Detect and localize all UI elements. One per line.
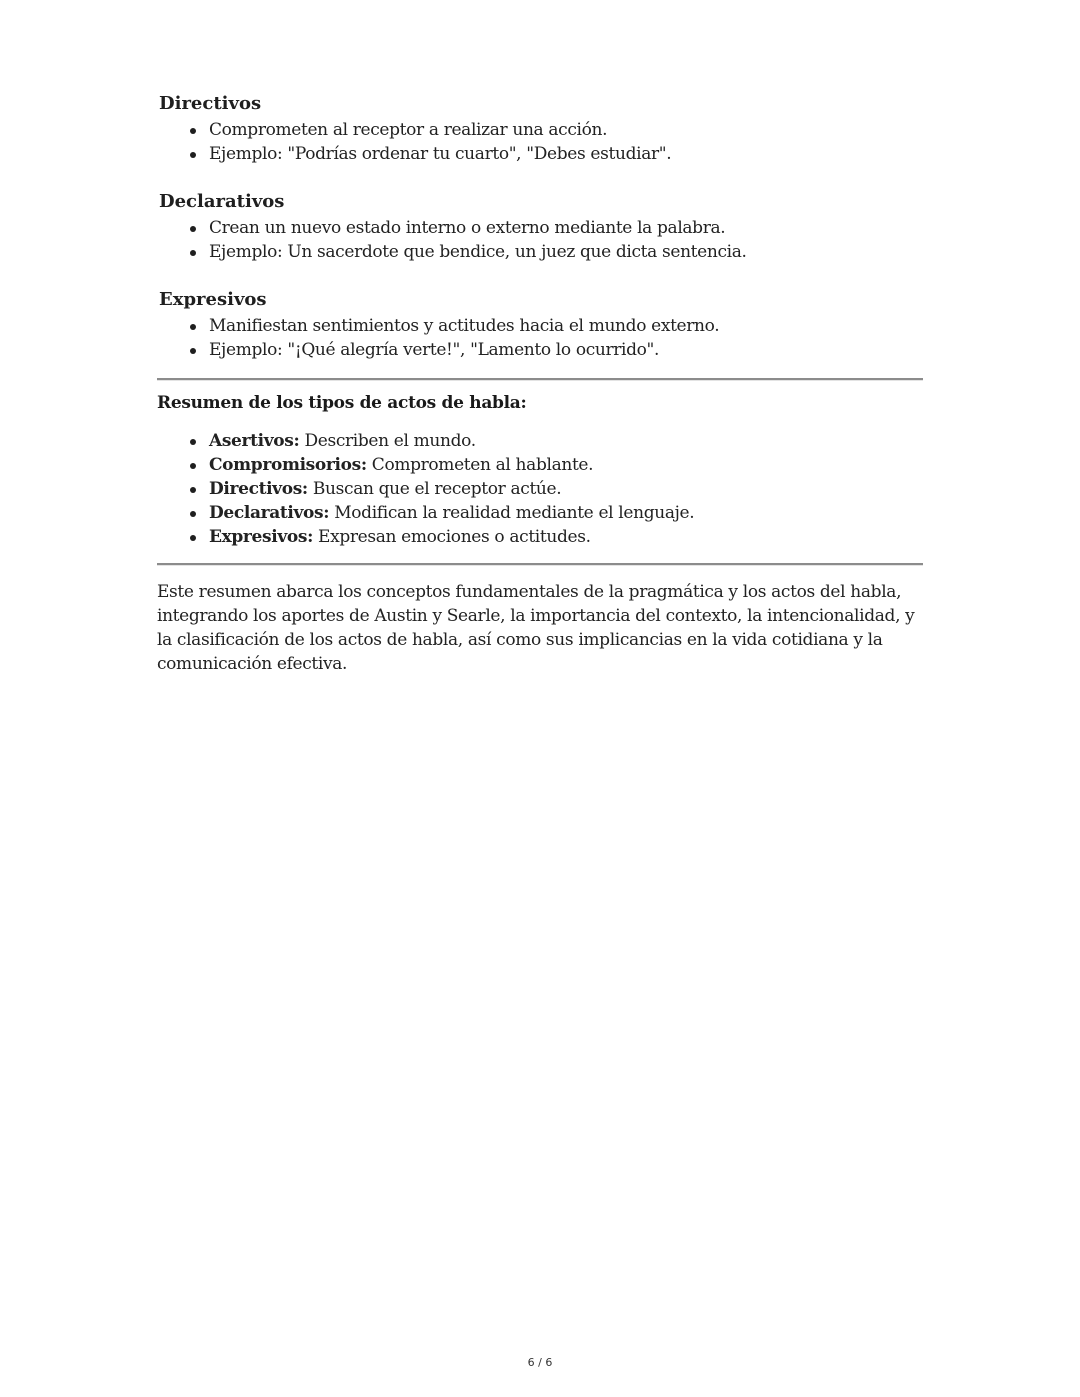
list-item: Ejemplo: "¡Qué alegría verte!", "Lamento lo ocurrido". (209, 338, 923, 362)
section-directivos (157, 92, 923, 166)
list-item: Crean un nuevo estado interno o externo mediante la palabra. (209, 216, 923, 240)
list-item: Manifiestan sentimientos y actitudes hacia el mundo externo. (209, 314, 923, 338)
summary-desc: Buscan que el receptor actúe. (307, 479, 562, 499)
section-expresivos (157, 288, 923, 362)
divider (157, 563, 923, 566)
bullet-list (157, 216, 923, 264)
summary-term: Declarativos: (209, 503, 330, 523)
summary-item (209, 453, 923, 477)
document-page (157, 92, 923, 676)
summary-item (209, 525, 923, 549)
section-title: Directivos (159, 93, 262, 114)
summary-desc: Modifican la realidad mediante el lenguaje. (329, 503, 695, 523)
divider (157, 378, 923, 381)
summary-desc: Describen el mundo. (299, 431, 476, 451)
list-item: Comprometen al receptor a realizar una acción. (209, 118, 923, 142)
conclusion-paragraph: Este resumen abarca los conceptos fundamentales de la pragmática y los actos del habla, integrando los aportes de Austin y Searle, la importancia del contexto, la intencionalidad, y la clasificación de los actos de habla, así como sus implicancias en la vida cotidiana y la comunicación efectiva. (157, 582, 915, 674)
section-title: Declarativos (159, 191, 285, 212)
summary-term: Compromisorios: (209, 455, 367, 475)
summary-term: Expresivos: (209, 527, 313, 547)
summary-item (209, 501, 923, 525)
section-declarativos (157, 190, 923, 264)
summary-item (209, 477, 923, 501)
summary-term: Directivos: (209, 479, 308, 499)
section-title: Expresivos (159, 289, 267, 310)
bullet-list (157, 118, 923, 166)
list-item: Ejemplo: "Podrías ordenar tu cuarto", "Debes estudiar". (209, 142, 923, 166)
summary-desc: Expresan emociones o actitudes. (313, 527, 591, 547)
summary-item (209, 429, 923, 453)
summary-desc: Comprometen al hablante. (366, 455, 594, 475)
page-number: 6 / 6 (527, 1356, 553, 1369)
summary-heading: Resumen de los tipos de actos de habla: (157, 393, 527, 413)
bullet-list (157, 314, 923, 362)
summary-list (157, 429, 923, 549)
summary-term: Asertivos: (209, 431, 300, 451)
list-item: Ejemplo: Un sacerdote que bendice, un juez que dicta sentencia. (209, 240, 923, 264)
